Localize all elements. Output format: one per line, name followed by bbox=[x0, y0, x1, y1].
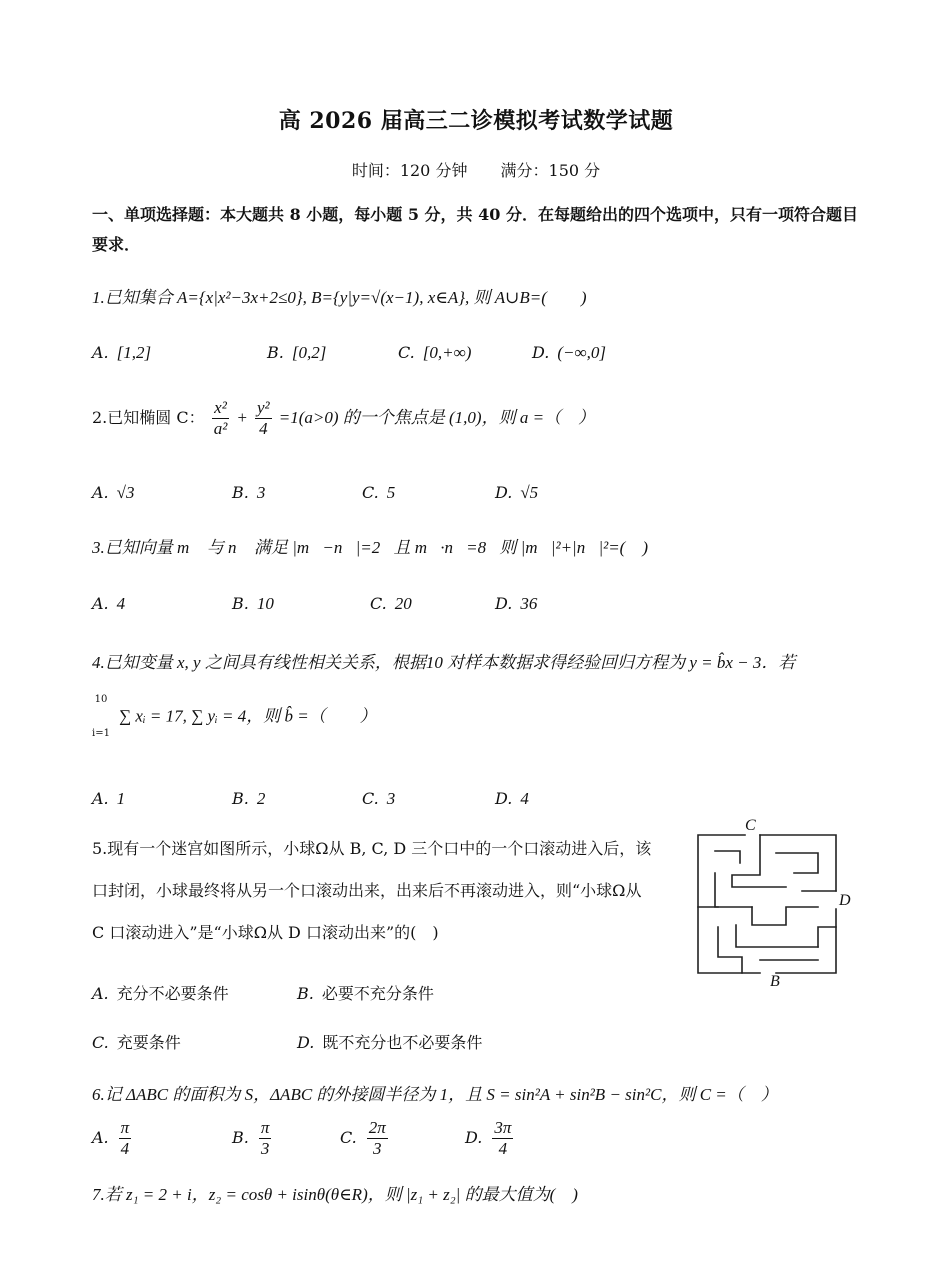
option-a: A. 1 bbox=[92, 789, 126, 808]
question-4-stem-line1: 4.已知变量 x, y 之间具有线性相关关系，根据10 对样本数据求得经验回归方程为 y = b̂x − 3．若 bbox=[92, 653, 796, 672]
option-b: B. 3 bbox=[232, 483, 266, 502]
option-d: D. $\frac{3\pi}{4}$ bbox=[465, 1118, 512, 1158]
question-3-stem: 3.已知向量 m⃗ 与 n⃗ 满足 |m⃗−n⃗|=2，且 m⃗·n⃗=8，则 |m⃗|²+|n⃗|²=( ) bbox=[92, 538, 649, 557]
option-b: B. 10 bbox=[232, 594, 274, 613]
question-4-stem-line2: 10 i=1 ∑ xᵢ = 17, ∑ yᵢ = 4，则 b̂ =（ ） bbox=[92, 694, 377, 739]
option-c: C. $\frac{2\pi}{3}$ bbox=[340, 1118, 386, 1158]
option-c: C. [0,+∞) bbox=[398, 343, 472, 362]
option-b: B. 2 bbox=[232, 789, 266, 808]
option-a: A. [1,2] bbox=[92, 343, 152, 362]
question-7-stem: 7.若 z₁ = 2 + i，z₂ = cosθ + isinθ(θ∈R)，则 |z₁ + z₂| 的最大值为( ) bbox=[92, 1185, 578, 1204]
option-d: D. (−∞,0] bbox=[532, 343, 606, 362]
option-b: B. $\frac{\pi}{3}$ bbox=[232, 1118, 270, 1158]
option-b: B. 必要不充分条件 bbox=[297, 984, 434, 1003]
page-title: 高 2026 届高三二诊模拟考试数学试题 bbox=[278, 108, 674, 134]
option-d: D. 既不充分也不必要条件 bbox=[297, 1033, 483, 1052]
option-a: A. √3 bbox=[92, 483, 135, 502]
maze-label-d: D bbox=[839, 892, 851, 909]
summation-limits: 10 i=1 bbox=[92, 694, 110, 739]
section-heading: 一、单项选择题：本大题共 8 小题，每小题 5 分，共 40 分．在每题给出的四个选项中，只有一项符合题目要求． bbox=[92, 205, 858, 254]
maze-figure bbox=[690, 815, 860, 995]
question-6-stem: 6.记 ΔABC 的面积为 S，ΔABC 的外接圆半径为 1，且 S = sin²A + sin²B − sin²C，则 C =（ ） bbox=[92, 1085, 778, 1104]
option-a: A. 4 bbox=[92, 594, 126, 613]
option-d: D. 36 bbox=[495, 594, 538, 613]
fraction-y-over-4: $\frac{\text{y²}}{4}$ bbox=[256, 398, 270, 438]
option-a: A. $\frac{\pi}{4}$ bbox=[92, 1118, 130, 1158]
question-5-stem: 5.现有一个迷宫如图所示，小球Ω从 B, C, D 三个口中的一个口滚动进入后，该 口封闭，小球最终将从另一个口滚动出来，出来后不再滚动进入，则“小球Ω从 C 口滚动进入”是“小球Ω从 D 口滚动出来”的( ) bbox=[92, 839, 652, 942]
option-b: B. [0,2] bbox=[267, 343, 327, 362]
maze-label-c: C bbox=[745, 817, 756, 834]
option-d: D. 4 bbox=[495, 789, 529, 808]
question-1-stem: 1.已知集合 A={x|x²−3x+2≤0}, B={y|y=√(x−1), x∈A}, 则 A∪B=( ) bbox=[92, 288, 587, 307]
option-c: C. 20 bbox=[370, 594, 412, 613]
fraction-x-over-a: $\frac{\text{x²}}{\text{a²}}$ bbox=[213, 398, 228, 438]
exam-info bbox=[0, 158, 952, 181]
option-c: C. 3 bbox=[362, 789, 396, 808]
question-2-stem: 2.已知椭圆 C： $\frac{\text{x²}}{\text{a²}}$ + $\frac{\text{y²}}{4}$ =1(a>0) 的一个焦点是 (1,0)，则 a =（ ） bbox=[92, 398, 596, 438]
option-a: A. 充分不必要条件 bbox=[92, 984, 229, 1003]
option-c: C. 充要条件 bbox=[92, 1033, 181, 1052]
maze-label-b: B bbox=[770, 973, 780, 990]
maze-diagram bbox=[690, 815, 860, 995]
option-c: C. 5 bbox=[362, 483, 396, 502]
option-d: D. √5 bbox=[495, 483, 539, 502]
exam-time: 时间：120 分钟 bbox=[351, 161, 468, 180]
exam-score: 满分：150 分 bbox=[500, 161, 601, 180]
